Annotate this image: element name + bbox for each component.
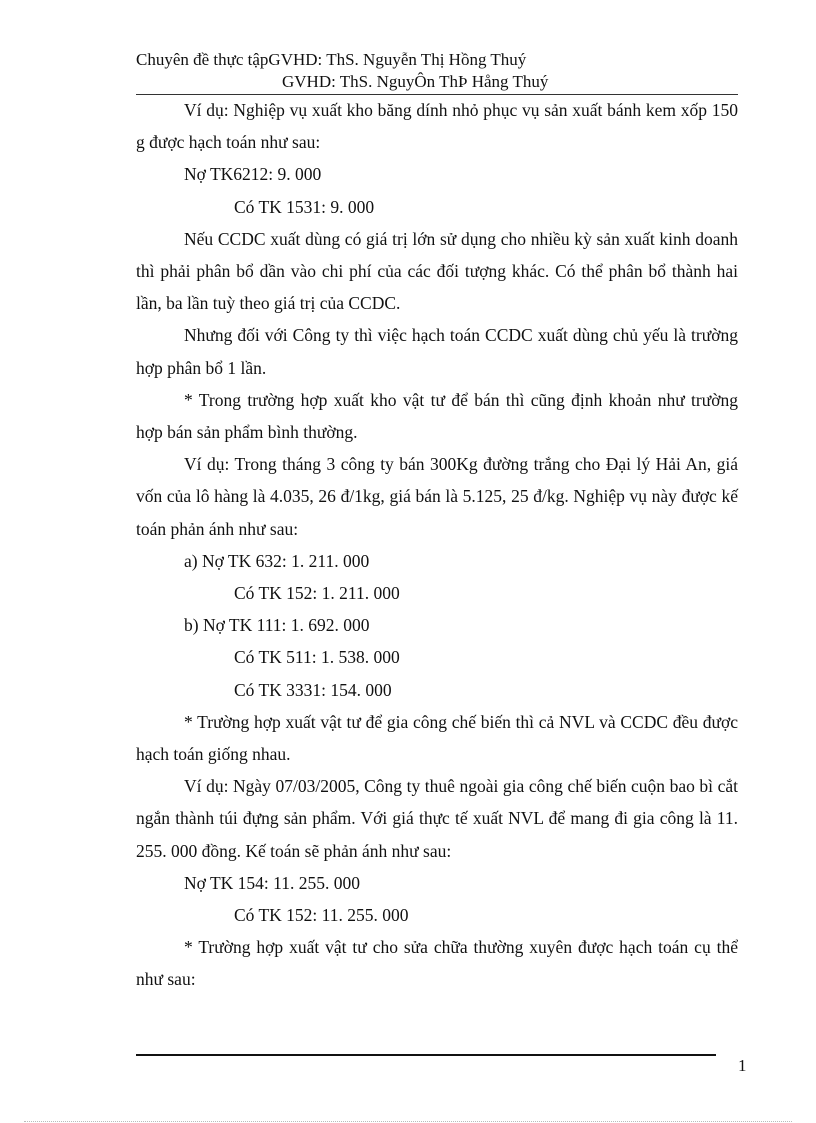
paragraph-repair-case: * Trường hợp xuất vật tư cho sửa chữa thường xuyên được hạch toán cụ thể như sau: xyxy=(136,937,738,990)
entry-debit-154: Nợ TK 154: 11. 255. 000 xyxy=(184,872,360,893)
page-bottom-dotted-line xyxy=(24,1121,792,1122)
document-body xyxy=(136,94,738,996)
entry-credit-152: Có TK 152: 11. 255. 000 xyxy=(234,905,409,926)
paragraph-example-packaging: Ví dụ: Ngày 07/03/2005, Công ty thuê ngoài gia công chế biến cuộn bao bì cắt ngắn thành túi đựng sản phẩm. Với giá thực tế xuất NVL để mang đi gia công là 11. 255. 000 đồng. Kế toán sẽ phản ánh như sau: xyxy=(136,776,738,861)
entry-a-debit: a) Nợ TK 632: 1. 211. 000 xyxy=(184,550,370,571)
entry-b-debit: b) Nợ TK 111: 1. 692. 000 xyxy=(184,615,370,636)
entry-b-credit-511: Có TK 511: 1. 538. 000 xyxy=(234,647,400,668)
running-header-line2: GVHD: ThS. NguyÔn ThÞ Hång Thuý xyxy=(282,72,549,91)
entry-a-credit: Có TK 152: 1. 211. 000 xyxy=(234,583,400,604)
paragraph-sale-case: * Trong trường hợp xuất kho vật tư để bán thì cũng định khoản như trường hợp bán sản phẩm bình thường. xyxy=(136,389,738,443)
entry-debit: Nợ TK6212: 9. 000 xyxy=(184,164,322,185)
paragraph-processing-case: * Trường hợp xuất vật tư để gia công chế biến thì cả NVL và CCDC đều được hạch toán giống nhau. xyxy=(136,711,738,765)
footer-rule xyxy=(136,1054,716,1056)
paragraph-example-tape: Ví dụ: Nghiệp vụ xuất kho băng dính nhỏ phục vụ sản xuất bánh kem xốp 150 g được hạch toán như sau: xyxy=(136,100,738,153)
entry-credit: Có TK 1531: 9. 000 xyxy=(234,196,375,217)
running-header-line1: Chuyên đề thực tậpGVHD: ThS. Nguyễn Thị Hồng Thuý xyxy=(136,50,527,69)
entry-b-credit-3331: Có TK 3331: 154. 000 xyxy=(234,679,392,700)
paragraph-ccdc-allocation: Nếu CCDC xuất dùng có giá trị lớn sử dụng cho nhiều kỳ sản xuất kinh doanh thì phải phân bổ dần vào chi phí của các đối tượng khác. Có thể phân bổ thành hai lần, ba lần tuỳ theo giá trị của CCDC. xyxy=(136,228,738,314)
page-number: 1 xyxy=(738,1056,747,1075)
paragraph-company-policy: Nhưng đối với Công ty thì việc hạch toán CCDC xuất dùng chủ yếu là trường hợp phân bổ 1 lần. xyxy=(136,325,738,378)
paragraph-example-sugar: Ví dụ: Trong tháng 3 công ty bán 300Kg đường trắng cho Đại lý Hải An, giá vốn của lô hàng là 4.035, 26 đ/1kg, giá bán là 5.125, 25 đ/kg. Nghiệp vụ này được kế toán phản ánh như sau: xyxy=(136,454,738,539)
